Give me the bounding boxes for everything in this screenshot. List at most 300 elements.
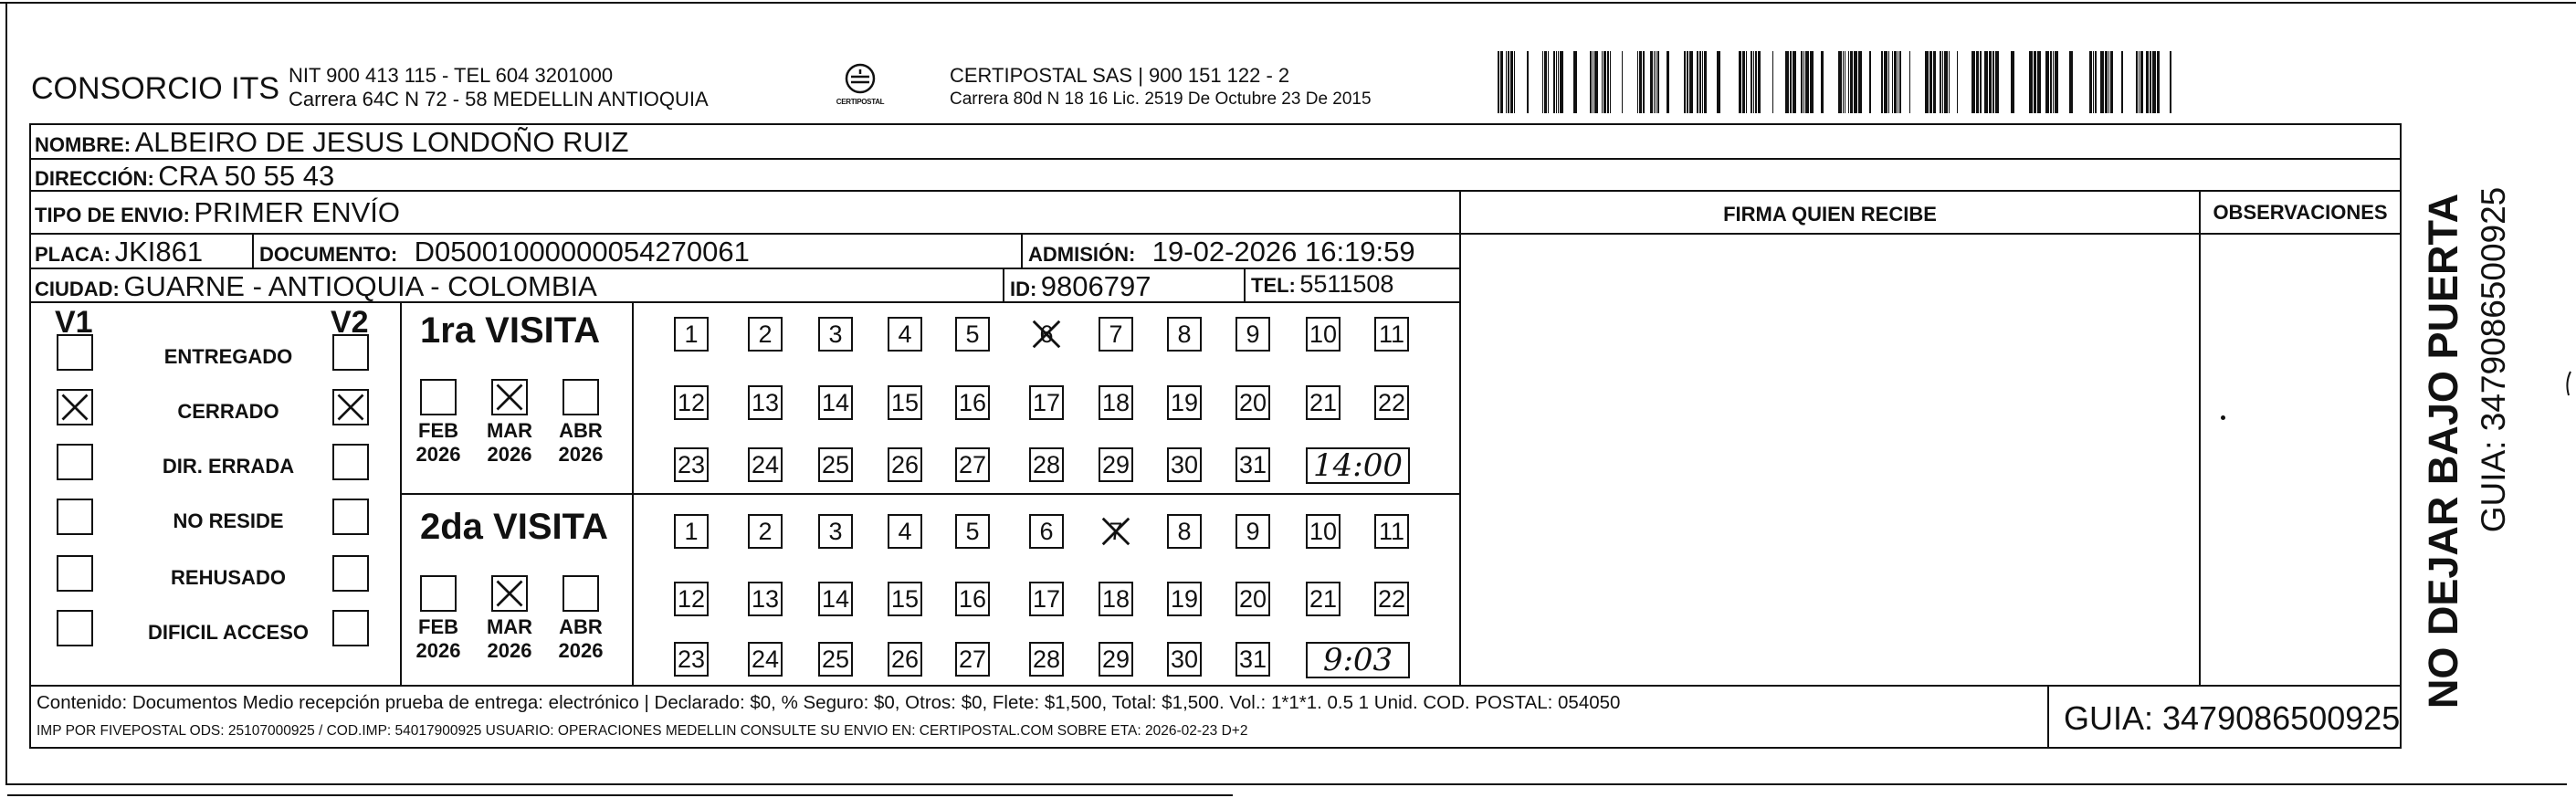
day-number: 8 [1177, 517, 1192, 545]
rule-id-tel [1244, 268, 1246, 301]
check-x-mark [1099, 514, 1133, 549]
direccion-row [35, 160, 334, 193]
visit1-day-box[interactable] [1029, 317, 1064, 352]
barcode-bar [1622, 51, 1623, 113]
barcode-bar [1544, 51, 1547, 113]
day-number: 21 [1309, 388, 1338, 416]
rule-doc-admision [1021, 233, 1023, 268]
barcode-bar [1684, 51, 1686, 113]
firma-header: FIRMA QUIEN RECIBE [1723, 203, 1937, 226]
direccion-value: CRA 50 55 43 [158, 160, 335, 192]
day-number: 1 [684, 320, 699, 348]
visit1-day-box[interactable] [1374, 317, 1409, 352]
visit1-day-box[interactable] [818, 385, 853, 420]
visit2-day-box[interactable] [955, 582, 990, 616]
rule-month-panel [632, 301, 634, 685]
barcode-bar [1542, 51, 1543, 113]
barcode-bar [2146, 51, 2149, 113]
barcode-bar [1957, 51, 1958, 113]
check-x-mark [334, 391, 367, 424]
nombre-row [35, 126, 628, 159]
barcode-bar [1772, 51, 1773, 113]
visit2-day-box[interactable] [1306, 582, 1341, 616]
barcode-bar [2152, 51, 2156, 113]
barcode-bar [1702, 51, 1703, 113]
visit1-day-box[interactable] [955, 447, 990, 482]
day-number: 10 [1309, 517, 1338, 545]
barcode-bar [1785, 51, 1789, 113]
logo-text: CERTIPOSTAL [836, 98, 885, 106]
visit2-time-box[interactable] [1306, 642, 1410, 678]
visit2-day-box[interactable] [818, 514, 853, 549]
month-label [553, 419, 608, 467]
month-label [553, 615, 608, 663]
barcode-bar [1989, 51, 1992, 113]
visit2-day-box[interactable] [888, 642, 922, 677]
contenido-text: Contenido: Documentos Medio recepción prueba de entrega: electrónico | Declarado: $0, % Seguro: $0, Otros: $0, Flete: $1,500, Total: $1,500. Vol.: 1*1*1. 0.5 1 Unid. COD. POSTAL: 054050 [37, 692, 1621, 713]
barcode-bar [1892, 51, 1893, 113]
visit2-day-box[interactable] [1235, 514, 1270, 549]
barcode-bar [1607, 51, 1609, 113]
visit2-day-box[interactable] [674, 514, 709, 549]
month-name: MAR [486, 615, 533, 638]
visit2-day-box[interactable] [1235, 582, 1270, 616]
barcode-bar [2121, 51, 2123, 113]
barcode-bar [2170, 51, 2171, 113]
month-year: 2026 [558, 639, 604, 662]
placa-value: JKI861 [114, 236, 204, 268]
day-number: 15 [890, 584, 920, 613]
placa-field [35, 236, 203, 268]
barcode-bar [1699, 51, 1701, 113]
barcode-bar [1689, 51, 1693, 113]
frame-top [0, 2, 2576, 4]
day-number: 29 [1101, 645, 1130, 673]
visit2-day-box[interactable] [674, 642, 709, 677]
day-number: 20 [1238, 584, 1267, 613]
day-number: 24 [751, 645, 780, 673]
barcode-bar [2139, 51, 2140, 113]
month-checkbox[interactable] [420, 379, 457, 415]
day-number: 17 [1032, 584, 1061, 613]
cut-line [7, 794, 1233, 796]
visit2-day-box[interactable] [1099, 642, 1133, 677]
day-number: 15 [890, 388, 920, 416]
barcode-bar [1602, 51, 1603, 113]
direccion-label: DIRECCIÓN: [35, 167, 154, 190]
barcode-bar [1508, 51, 1509, 113]
barcode-bar [2069, 51, 2073, 113]
barcode-bar [2034, 51, 2036, 113]
check-x-mark [493, 577, 526, 610]
month-year: 2026 [487, 639, 532, 662]
visit2-day-box[interactable] [1306, 514, 1341, 549]
barcode-bar [2050, 51, 2052, 113]
v1-checkbox[interactable] [57, 389, 93, 425]
v1-checkbox[interactable] [57, 499, 93, 535]
visit2-day-box[interactable] [1167, 582, 1202, 616]
v2-checkbox[interactable] [332, 499, 369, 535]
rule-ciudad-id [1003, 268, 1004, 301]
barcode-bar [1500, 51, 1503, 113]
barcode-bar [1984, 51, 1988, 113]
visit1-day-box[interactable] [674, 317, 709, 352]
reason-label: REHUSADO [171, 566, 286, 589]
visit1-title: 1ra VISITA [420, 310, 601, 351]
visit2-day-box[interactable] [1099, 514, 1133, 549]
id-label: ID: [1010, 278, 1037, 300]
day-number: 22 [1377, 388, 1406, 416]
barcode-bar [1498, 51, 1499, 113]
barcode-bar [2140, 51, 2143, 113]
day-number: 16 [958, 388, 987, 416]
day-number: 12 [677, 388, 706, 416]
day-number: 5 [965, 517, 980, 545]
rule-firma-left [1459, 190, 1461, 687]
check-x-mark [493, 381, 526, 414]
month-year: 2026 [415, 443, 461, 466]
visit1-time-box[interactable] [1306, 447, 1410, 484]
visit1-day-box[interactable] [955, 385, 990, 420]
visit1-day-box[interactable] [818, 447, 853, 482]
day-number: 17 [1032, 388, 1061, 416]
barcode-bar [2055, 51, 2058, 113]
month-checkbox[interactable] [563, 379, 599, 415]
day-number: 8 [1177, 320, 1192, 348]
barcode-bar [1514, 51, 1515, 113]
admision-label: ADMISIÓN: [1028, 243, 1136, 266]
month-label [411, 615, 466, 663]
rule-guia-box [2047, 685, 2049, 749]
barcode [1498, 51, 2179, 113]
visit2-day-box[interactable] [818, 642, 853, 677]
reason-label: ENTREGADO [163, 345, 293, 368]
month-name: MAR [486, 419, 533, 442]
barcode-bar [1643, 51, 1645, 113]
day-number: 2 [758, 517, 773, 545]
barcode-bar [1590, 51, 1592, 113]
month-label [411, 419, 466, 467]
visit2-day-box[interactable] [674, 582, 709, 616]
visit2-day-box[interactable] [955, 642, 990, 677]
tipo-row [35, 196, 400, 229]
month-checkbox[interactable] [563, 575, 599, 612]
day-number: 3 [828, 517, 843, 545]
visit1-day-box[interactable] [748, 447, 783, 482]
barcode-bar [1650, 51, 1653, 113]
barcode-bar [1594, 51, 1598, 113]
visit1-day-box[interactable] [674, 447, 709, 482]
visit2-title: 2da VISITA [420, 507, 608, 547]
barcode-bar [1717, 51, 1720, 113]
visit1-day-box[interactable] [818, 317, 853, 352]
day-number: 4 [898, 320, 912, 348]
rule-visits-mid [402, 493, 1459, 495]
v2-checkbox[interactable] [332, 444, 369, 480]
visit2-day-box[interactable] [888, 582, 922, 616]
v1-header: V1 [55, 305, 93, 340]
day-number: 7 [1109, 517, 1123, 545]
v2-header: V2 [331, 305, 369, 340]
day-number: 31 [1238, 450, 1267, 478]
day-number: 16 [958, 584, 987, 613]
ciudad-value: GUARNE - ANTIOQUIA - COLOMBIA [123, 270, 597, 302]
month-name: FEB [418, 419, 458, 442]
barcode-bar [2100, 51, 2104, 113]
day-number: 27 [958, 450, 987, 478]
barcode-bar [2053, 51, 2054, 113]
imp-text: IMP POR FIVEPOSTAL ODS: 25107000925 / COD.IMP: 54017900925 USUARIO: OPERACIONES MEDELLIN CONSULTE SU ENVIO EN: CERTIPOSTAL.COM SOBRE ETA: 2026-02-23 D+2 [37, 723, 1248, 739]
day-number: 21 [1309, 584, 1338, 613]
admision-field [1028, 236, 1415, 268]
barcode-bar [1751, 51, 1752, 113]
visit1-day-box[interactable] [1029, 447, 1064, 482]
barcode-bar [1558, 51, 1559, 113]
barcode-bar [1894, 51, 1897, 113]
barcode-bar [1843, 51, 1844, 113]
barcode-bar [2045, 51, 2049, 113]
v1-checkbox[interactable] [57, 555, 93, 592]
barcode-bar [1949, 51, 1950, 113]
day-number: 27 [958, 645, 987, 673]
barcode-bar [1755, 51, 1757, 113]
barcode-bar [1980, 51, 1982, 113]
rule-footer-bottom [29, 747, 2402, 749]
v1-checkbox[interactable] [57, 610, 93, 646]
barcode-bar [2029, 51, 2033, 113]
day-number: 19 [1170, 584, 1199, 613]
visit1-day-box[interactable] [1099, 385, 1133, 420]
barcode-bar [2037, 51, 2041, 113]
day-number: 9 [1246, 320, 1260, 348]
barcode-bar [1929, 51, 1932, 113]
visit1-day-box[interactable] [1167, 317, 1202, 352]
rule-right [2400, 123, 2402, 749]
v2-checkbox[interactable] [332, 610, 369, 646]
footer-guia: GUIA: 3479086500925 [2064, 699, 2401, 737]
barcode-bar [1758, 51, 1761, 113]
company-name: CONSORCIO ITS [31, 71, 280, 106]
month-year: 2026 [415, 639, 461, 662]
rule-tipo-bottom [29, 233, 2402, 235]
visit2-day-box[interactable] [748, 514, 783, 549]
day-number: 10 [1309, 320, 1338, 348]
barcode-bar [1654, 51, 1655, 113]
day-number: 2 [758, 320, 773, 348]
month-checkbox[interactable] [420, 575, 457, 612]
visit2-day-box[interactable] [748, 642, 783, 677]
visit1-day-box[interactable] [1374, 385, 1409, 420]
month-checkbox[interactable] [491, 575, 528, 612]
visit2-day-box[interactable] [955, 514, 990, 549]
ciudad-label: CIUDAD: [35, 278, 120, 300]
barcode-bar [1925, 51, 1929, 113]
documento-value: D05001000000054270061 [414, 236, 750, 268]
no-dejar-bajo-puerta: NO DEJAR BAJO PUERTA [2420, 193, 2466, 709]
day-number: 26 [890, 450, 920, 478]
barcode-bar [2108, 51, 2109, 113]
day-number: 20 [1238, 388, 1267, 416]
barcode-bar [2093, 51, 2094, 113]
barcode-bar [1639, 51, 1642, 113]
barcode-bar [1884, 51, 1887, 113]
carrier-name: CERTIPOSTAL SAS | 900 151 122 - 2 [950, 64, 1290, 87]
frame-bottom [5, 783, 2567, 785]
visit2-day-box[interactable] [818, 582, 853, 616]
month-name: FEB [418, 615, 458, 638]
visit1-day-box[interactable] [748, 385, 783, 420]
month-year: 2026 [558, 443, 604, 466]
visit1-day-box[interactable] [1167, 447, 1202, 482]
barcode-bar [1976, 51, 1979, 113]
day-number: 4 [898, 517, 912, 545]
reason-label: CERRADO [177, 400, 279, 423]
check-x-mark [58, 391, 91, 424]
rule-obs-left [2199, 190, 2201, 687]
visit2-day-box[interactable] [1374, 582, 1409, 616]
barcode-bar [1553, 51, 1555, 113]
tel-label: TEL: [1251, 274, 1296, 297]
barcode-bar [2157, 51, 2160, 113]
visit1-day-box[interactable] [888, 317, 922, 352]
barcode-bar [1881, 51, 1883, 113]
month-year: 2026 [487, 443, 532, 466]
visit2-day-box[interactable] [1167, 642, 1202, 677]
day-number: 29 [1101, 450, 1130, 478]
visit1-day-box[interactable] [955, 317, 990, 352]
barcode-bar [1858, 51, 1862, 113]
visit2-day-box[interactable] [1167, 514, 1202, 549]
visit1-day-box[interactable] [674, 385, 709, 420]
visit1-day-box[interactable] [1235, 385, 1270, 420]
barcode-bar [1610, 51, 1611, 113]
frame-left [5, 2, 7, 785]
visit1-day-box[interactable] [1167, 385, 1202, 420]
barcode-bar [1637, 51, 1638, 113]
day-number: 23 [677, 450, 706, 478]
visit1-day-box[interactable] [1235, 317, 1270, 352]
v2-checkbox[interactable] [332, 555, 369, 592]
visit1-day-box[interactable] [1099, 317, 1133, 352]
barcode-bar [1667, 51, 1669, 113]
id-field [1010, 270, 1151, 303]
barcode-bar [1971, 51, 1975, 113]
visit2-day-box[interactable] [1029, 514, 1064, 549]
barcode-bar [1742, 51, 1745, 113]
barcode-bar [1995, 51, 1999, 113]
rule-nombre-top [29, 123, 2402, 125]
day-number: 18 [1101, 584, 1130, 613]
visit1-day-box[interactable] [1099, 447, 1133, 482]
visit2-day-box[interactable] [1029, 642, 1064, 677]
barcode-bar [1933, 51, 1936, 113]
side-guia: GUIA: 3479086500925 [2475, 186, 2512, 533]
visit1-day-box[interactable] [748, 317, 783, 352]
barcode-bar [2110, 51, 2113, 113]
visit2-day-box[interactable] [1235, 642, 1270, 677]
day-number: 5 [965, 320, 980, 348]
barcode-bar [1810, 51, 1814, 113]
barcode-bar [1704, 51, 1707, 113]
barcode-bar [2089, 51, 2092, 113]
barcode-bar [1942, 51, 1943, 113]
v1-checkbox[interactable] [57, 334, 93, 371]
visit2-day-box[interactable] [1029, 582, 1064, 616]
reason-label: NO RESIDE [173, 509, 284, 532]
day-number: 14 [821, 388, 850, 416]
day-number: 25 [821, 645, 850, 673]
barcode-bar [1992, 51, 1994, 113]
barcode-bar [1527, 51, 1529, 113]
reason-label: DIR. ERRADA [162, 455, 295, 478]
day-number: 6 [1039, 320, 1054, 348]
v1-checkbox[interactable] [57, 444, 93, 480]
rule-placa-doc [252, 233, 254, 268]
nombre-value: ALBEIRO DE JESUS LONDOÑO RUIZ [134, 126, 629, 158]
day-number: 9 [1246, 517, 1260, 545]
barcode-bar [1940, 51, 1941, 113]
rule-footer-top [29, 685, 2402, 687]
month-checkbox[interactable] [491, 379, 528, 415]
barcode-bar [1805, 51, 1809, 113]
visit1-day-box[interactable] [1235, 447, 1270, 482]
barcode-bar [1850, 51, 1853, 113]
check-x-mark [1029, 317, 1064, 352]
day-number: 11 [1378, 320, 1405, 348]
placa-label: PLACA: [35, 243, 111, 266]
day-number: 28 [1032, 450, 1061, 478]
barcode-bar [1556, 51, 1557, 113]
visit2-day-box[interactable] [888, 514, 922, 549]
day-number: 18 [1101, 388, 1130, 416]
day-number: 30 [1170, 450, 1199, 478]
day-number: 13 [751, 388, 780, 416]
tel-value: 5511508 [1299, 270, 1394, 298]
barcode-bar [1848, 51, 1849, 113]
month-label [482, 615, 537, 663]
visit2-day-box[interactable] [1374, 514, 1409, 549]
visit1-day-box[interactable] [888, 447, 922, 482]
documento-label: DOCUMENTO: [259, 243, 398, 266]
barcode-bar [2105, 51, 2108, 113]
day-number: 24 [751, 450, 780, 478]
barcode-bar [2011, 51, 2014, 113]
barcode-bar [1753, 51, 1754, 113]
visit1-day-box[interactable] [1029, 385, 1064, 420]
barcode-bar [2136, 51, 2138, 113]
barcode-bar [1548, 51, 1549, 113]
visit2-day-box[interactable] [748, 582, 783, 616]
visit1-day-box[interactable] [1306, 317, 1341, 352]
visit1-day-box[interactable] [1306, 385, 1341, 420]
day-number: 31 [1238, 645, 1267, 673]
documento-field [259, 236, 750, 268]
day-number: 25 [821, 450, 850, 478]
handwritten-time: 9:03 [1322, 642, 1393, 678]
month-name: ABR [559, 615, 603, 638]
barcode-bar [1869, 51, 1871, 113]
nombre-label: NOMBRE: [35, 133, 131, 156]
day-number: 26 [890, 645, 920, 673]
day-number: 7 [1109, 320, 1123, 348]
barcode-bar [1746, 51, 1747, 113]
day-number: 19 [1170, 388, 1199, 416]
certipostal-logo [831, 60, 889, 111]
visit1-day-box[interactable] [888, 385, 922, 420]
v2-checkbox[interactable] [332, 389, 369, 425]
visit2-day-box[interactable] [1099, 582, 1133, 616]
v2-checkbox[interactable] [332, 334, 369, 371]
